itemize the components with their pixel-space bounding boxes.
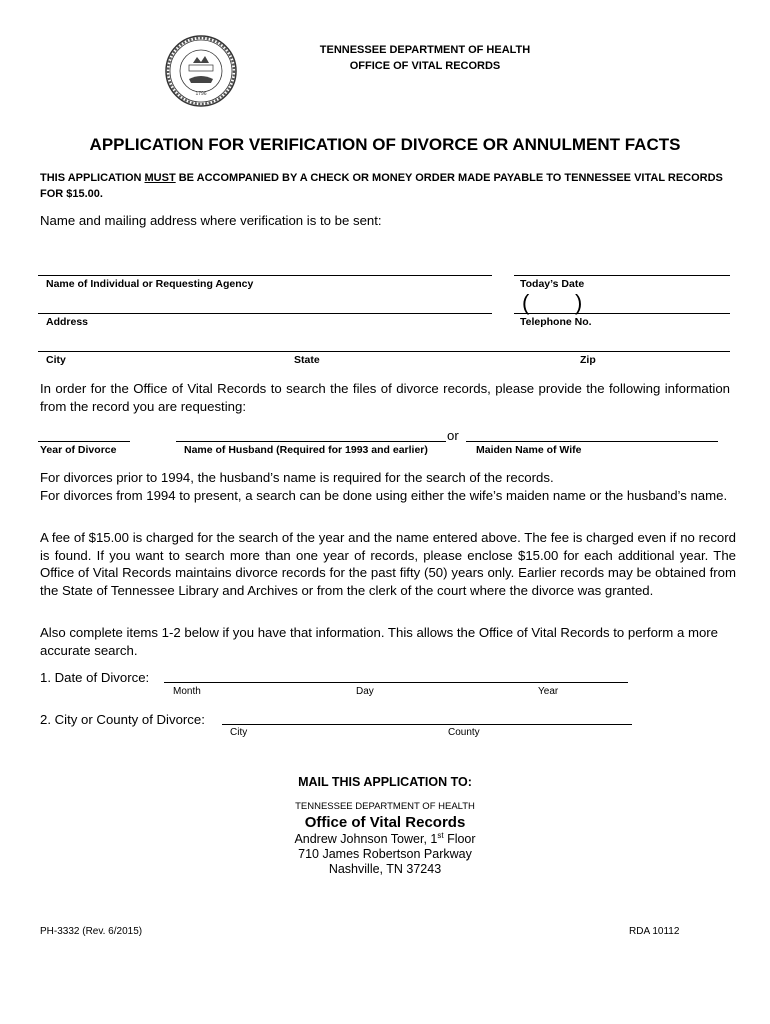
rda-number: RDA 10112 bbox=[629, 926, 680, 937]
mail-line-2: 710 James Robertson Parkway bbox=[298, 847, 472, 861]
day-label: Day bbox=[356, 686, 374, 697]
must-emphasis: MUST bbox=[144, 172, 176, 184]
mail-line-1: Andrew Johnson Tower, 1st Floor bbox=[294, 831, 476, 847]
mail-heading: MAIL THIS APPLICATION TO: bbox=[298, 775, 472, 789]
place-of-divorce-label: 2. City or County of Divorce: bbox=[40, 712, 205, 727]
husband-label: Name of Husband (Required for 1993 and earlier) bbox=[184, 444, 428, 456]
year-of-divorce-field[interactable] bbox=[38, 441, 130, 442]
para-also-complete: Also complete items 1-2 below if you have that information. This allows the Office of Vital Records to perform a more accurate search. bbox=[40, 625, 719, 658]
mail-office: Office of Vital Records bbox=[304, 814, 466, 831]
wife-label: Maiden Name of Wife bbox=[476, 444, 582, 456]
mail-dept: TENNESSEE DEPARTMENT OF HEALTH bbox=[295, 801, 475, 812]
para-from-1994: For divorces from 1994 to present, a search can be done using either the wife’s maiden name or the husband’s name. bbox=[40, 488, 728, 503]
payment-notice: THIS APPLICATION MUST BE ACCOMPANIED BY A CHECK OR MONEY ORDER MADE PAYABLE TO TENNESSEE VITAL RECORDS FOR $15.00. bbox=[40, 172, 723, 200]
or-separator: or bbox=[447, 428, 459, 443]
husband-name-field[interactable] bbox=[176, 441, 446, 442]
date-of-divorce-field[interactable] bbox=[164, 682, 628, 683]
zip-label: Zip bbox=[580, 354, 596, 366]
name-label: Name of Individual or Requesting Agency bbox=[46, 278, 254, 290]
area-code-open-paren: ( bbox=[522, 290, 530, 315]
address-label: Address bbox=[46, 316, 89, 328]
address-field[interactable] bbox=[38, 313, 492, 314]
state-seal bbox=[165, 35, 237, 107]
para-prior-1994: For divorces prior to 1994, the husband’s name is required for the search of the records. bbox=[40, 470, 554, 485]
state-label: State bbox=[294, 354, 320, 366]
city-state-zip-field[interactable] bbox=[38, 351, 730, 352]
city-sub-label: City bbox=[230, 727, 248, 738]
telephone-label: Telephone No. bbox=[520, 316, 592, 328]
form-id: PH-3332 (Rev. 6/2015) bbox=[40, 926, 143, 937]
svg-text:1796: 1796 bbox=[195, 91, 207, 97]
date-of-divorce-label: 1. Date of Divorce: bbox=[40, 670, 150, 685]
search-intro: In order for the Office of Vital Records to search the files of divorce records, please provide the following information from the record you are requesting: bbox=[40, 381, 730, 414]
name-field[interactable] bbox=[38, 275, 492, 276]
year-sub-label: Year bbox=[538, 686, 559, 697]
date-label: Today’s Date bbox=[520, 278, 585, 290]
county-sub-label: County bbox=[448, 727, 480, 738]
place-of-divorce-field[interactable] bbox=[222, 724, 632, 725]
telephone-field[interactable] bbox=[514, 313, 730, 314]
city-label: City bbox=[46, 354, 66, 366]
form-title: APPLICATION FOR VERIFICATION OF DIVORCE OR ANNULMENT FACTS bbox=[89, 135, 681, 154]
header-dept: TENNESSEE DEPARTMENT OF HEALTH bbox=[319, 44, 531, 56]
month-label: Month bbox=[173, 686, 201, 697]
header-office: OFFICE OF VITAL RECORDS bbox=[349, 60, 501, 72]
mailing-intro: Name and mailing address where verification is to be sent: bbox=[40, 213, 382, 228]
area-code-close-paren: ) bbox=[575, 290, 583, 315]
wife-maiden-name-field[interactable] bbox=[466, 441, 718, 442]
mail-line-3: Nashville, TN 37243 bbox=[328, 862, 442, 876]
para-fee: A fee of $15.00 is charged for the search of the year and the name entered above. The fee is charged even if no record is found. If you want to search more than one year of records, please enclose $15.00 for each additional year. The Office of Vital Records maintains divorce records for the past fifty (50) years only. Earlier records may be obtained from the State of Tennessee Library and Archives or from the clerk of the court where the divorce was granted. bbox=[40, 530, 736, 598]
date-field[interactable] bbox=[514, 275, 730, 276]
year-label: Year of Divorce bbox=[40, 444, 117, 456]
